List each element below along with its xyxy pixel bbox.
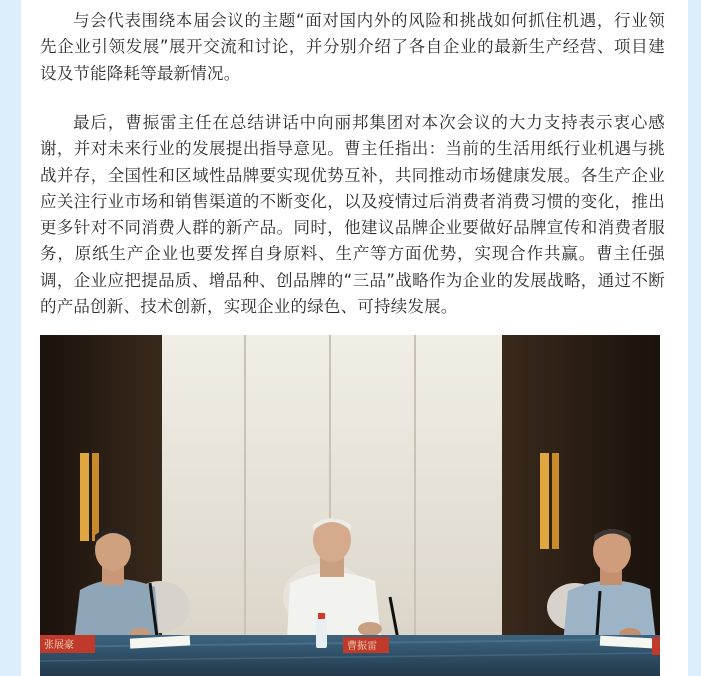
svg-text:曹振雷: 曹振雷 <box>347 641 377 652</box>
paragraph-meeting-discussion: 与会代表围绕本届会议的主题“面对国内外的风险和挑战如何抓住机遇，行业领先企业引领发展”展开交流和讨论，并分别介绍了各自企业的最新生产经营、项目建设及节能降耗等最新情况。 <box>40 11 665 83</box>
water-bottle <box>316 618 327 648</box>
article-card <box>21 0 688 676</box>
nameplate-right-edge <box>652 637 660 655</box>
wall-light-left <box>80 453 89 541</box>
paragraph-closing-speech: 最后，曹振雷主任在总结讲话中向丽邦集团对本次会议的大力支持表示衷心感谢，并对未来行业的发展提出指导意见。曹主任指出：当前的生活用纸行业机遇与挑战并存，全国性和区域性品牌要实现优势互补，共同推动市场健康发展。各生产企业应关注行业市场和销售渠道的不断变化，以及疫情过后消费者消费习惯的变化，推出更多针对不同消费人群的新产品。同时，他建议品牌企业要做好品牌宣传和消费者服务，原纸生产企业也要发挥自身原料、生产等方面优势，实现合作共赢。曹主任强调，企业应把提品质、增品种、创品牌的“三品”战略作为企业的发展战略，通过不断的产品创新、技术创新，实现企业的绿色、可持续发展。 <box>40 113 665 317</box>
wall-light-right <box>540 453 549 549</box>
meeting-photo <box>40 335 660 676</box>
nameplate-center <box>343 637 389 653</box>
nameplate-left <box>40 635 95 653</box>
meeting-photo-illustration <box>40 335 660 676</box>
svg-text:张展豪: 张展豪 <box>44 640 74 651</box>
